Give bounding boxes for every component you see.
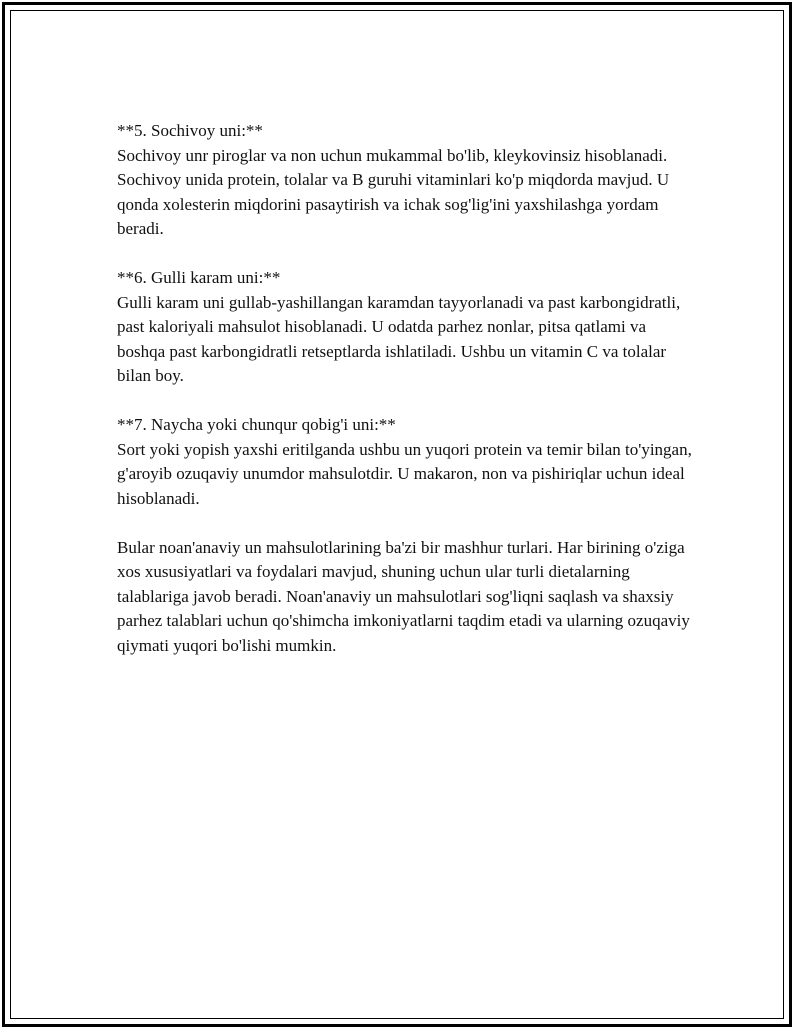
section-heading: **7. Naycha yoki chunqur qobig'i uni:** bbox=[117, 415, 396, 434]
section-naycha bbox=[117, 413, 697, 511]
section-gulli-karam bbox=[117, 266, 697, 389]
section-body: Sochivoy unr piroglar va non uchun mukammal bo'lib, kleykovinsiz hisoblanadi. Sochivoy unida protein, tolalar va B guruhi vitaminlari ko'p miqdorda mavjud. U qonda xolesterin miqdorini pasaytirish va ichak sog'lig'ini yaxshilashga yordam beradi. bbox=[117, 145, 670, 238]
document-content bbox=[117, 119, 697, 683]
conclusion bbox=[117, 536, 697, 659]
section-body: Sort yoki yopish yaxshi eritilganda ushbu un yuqori protein va temir bilan to'yingan, g'aroyib ozuqaviy unumdor mahsulotdir. U makaron, non va pishiriqlar uchun ideal hisoblanadi. bbox=[117, 439, 692, 508]
document-page bbox=[2, 2, 792, 1027]
section-heading: **6. Gulli karam uni:** bbox=[117, 268, 281, 287]
section-sochivoy bbox=[117, 119, 697, 242]
section-body: Gulli karam uni gullab-yashillangan karamdan tayyorlanadi va past karbongidratli, past kaloriyali mahsulot hisoblanadi. U odatda parhez nonlar, pitsa qatlami va boshqa past karbongidratli retseptlarda ishlatiladi. Ushbu un vitamin C va tolalar bilan boy. bbox=[117, 292, 681, 385]
section-heading: **5. Sochivoy uni:** bbox=[117, 121, 263, 140]
conclusion-paragraph: Bular noan'anaviy un mahsulotlarining ba'zi bir mashhur turlari. Har birining o'ziga xos xususiyatlari va foydalari mavjud, shuning uchun ular turli dietalarning talablariga javob beradi. Noan'anaviy un mahsulotlari sog'liqni saqlash va shaxsiy parhez talablari uchun qo'shimcha imkoniyatlarni taqdim etadi va ularning ozuqaviy qiymati yuqori bo'lishi mumkin. bbox=[117, 537, 690, 655]
